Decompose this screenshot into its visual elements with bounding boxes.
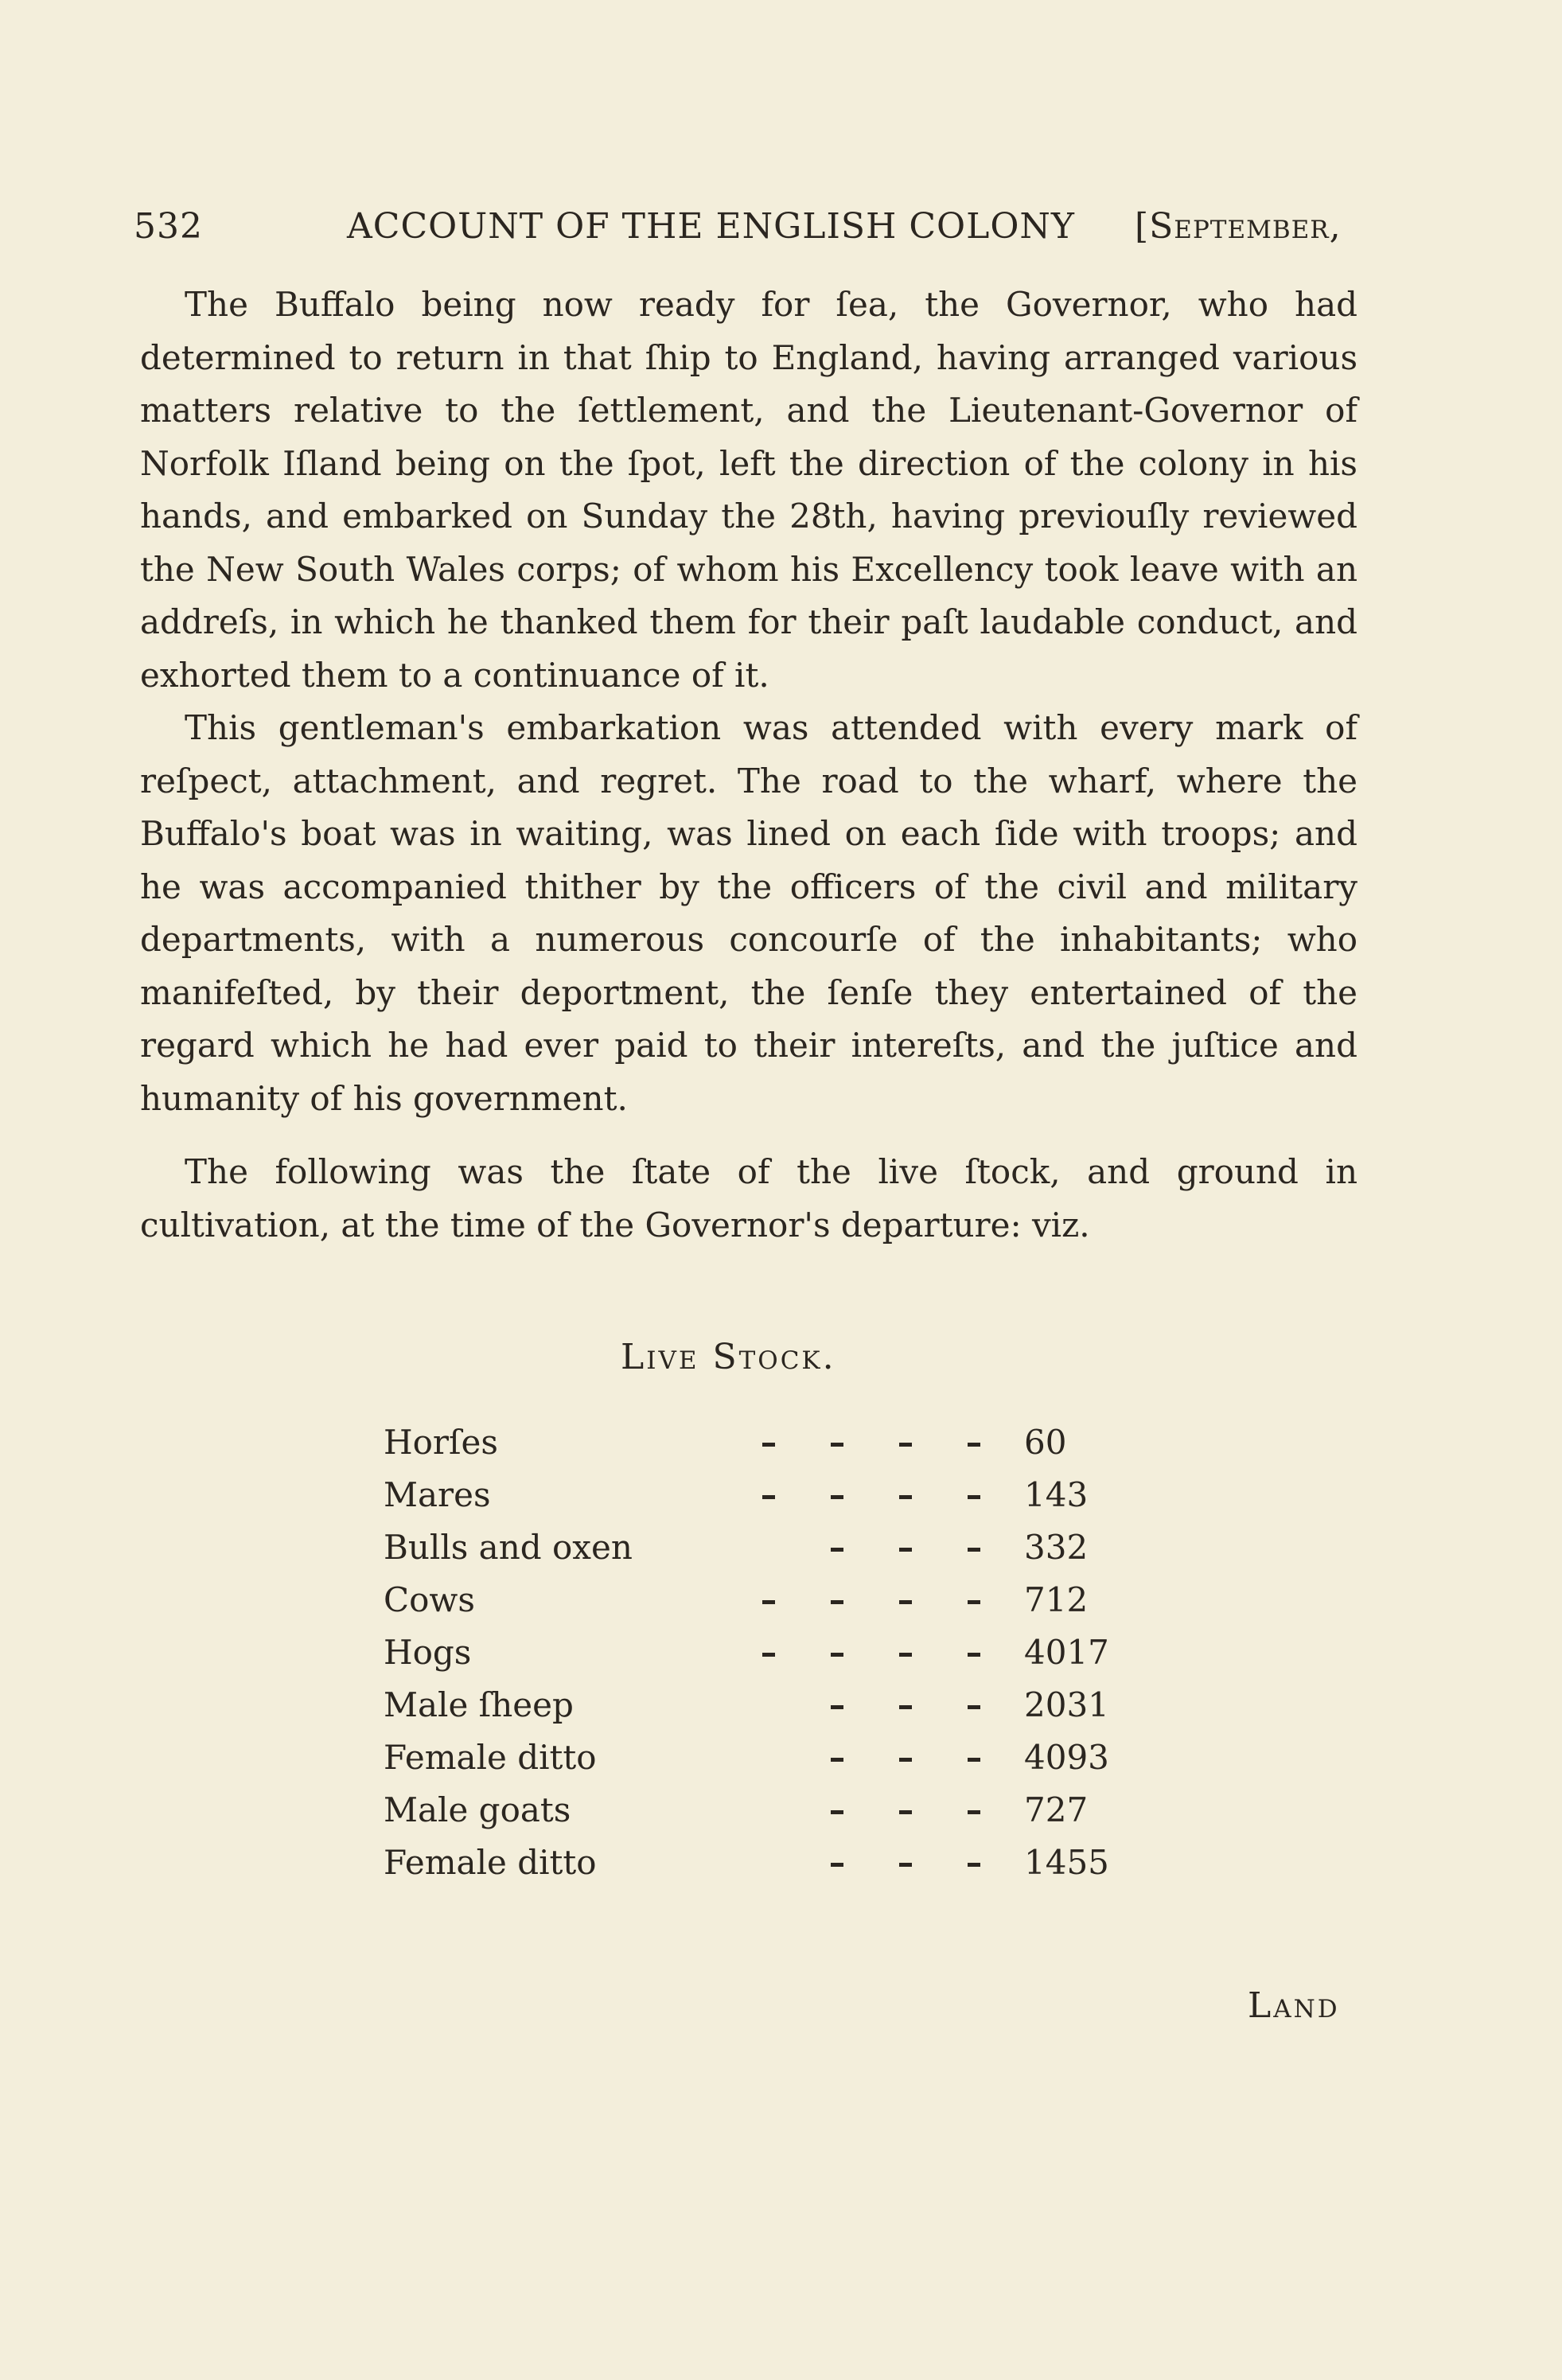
row-value: 727 [1024,1790,1089,1829]
dash-leader [575,1574,980,1604]
row-label: Horſes [384,1423,498,1462]
row-value: 143 [1024,1475,1089,1514]
table-row [384,1679,1179,1731]
table-row [384,1574,1179,1626]
dash-leader [575,1837,980,1867]
row-label: Female ditto [384,1843,597,1882]
live-stock-table [384,1416,1179,1889]
row-value: 2031 [1024,1685,1109,1724]
running-title: ACCOUNT OF THE ENGLISH COLONY [347,206,1075,247]
live-stock-title: Live Stock. [621,1337,836,1377]
table-row [384,1731,1179,1784]
row-value: 4093 [1024,1738,1109,1777]
dash-leader [575,1731,980,1762]
dash-leader [575,1784,980,1814]
body-text [140,279,1357,1252]
page-header [134,203,1359,251]
row-value: 712 [1024,1580,1089,1619]
paragraph-embarkation: This gentleman's embarkation was attended with every mark of reſpect, attachment, and regret. The road to the wharf, where the Buffalo's boat was in waiting, was lined on each ſide with troops; and he was accompanied thither by the officers of the civil and military departments, with a numerous concourſe of the inhabitants; who manifeſted, by their deportment, the ſenſe they entertained of the regard which he had ever paid to their intereſts, and the juſtice and humanity of his government. [140,708,1357,1118]
row-label: Mares [384,1475,491,1514]
dash-leader [575,1521,980,1552]
row-label: Male ſheep [384,1685,574,1724]
paragraph-departure: The Buffalo being now ready for ſea, the Governor, who had determined to return in that ſhip to England, having arranged various matters relative to the ſettlement, and the Lieutenant-Governor of Norfolk Iſland being on the ſpot, left the direction of the colony in his hands, and embarked on Sunday the 28th, having previouſly reviewed the New South Wales corps; of whom his Excellency took leave with an addreſs, in which he thanked them for their paſt laudable conduct, and exhorted them to a continuance of it. [140,285,1357,695]
row-label: Hogs [384,1633,472,1672]
paragraph-state-intro: The following was the ſtate of the live ſtock, and ground in cultivation, at the time of the Governor's departure: viz. [140,1152,1357,1245]
row-label: Cows [384,1580,475,1619]
running-month: [September, [1135,206,1342,247]
page-number: 532 [134,206,203,247]
row-label: Bulls and oxen [384,1528,633,1567]
dash-leader [575,1679,980,1709]
table-row [384,1521,1179,1574]
row-label: Male goats [384,1790,571,1829]
row-value: 4017 [1024,1633,1109,1672]
row-value: 332 [1024,1528,1089,1567]
row-value: 60 [1024,1423,1067,1462]
table-row [384,1469,1179,1521]
table-row [384,1626,1179,1679]
dash-leader [575,1469,980,1499]
table-row [384,1784,1179,1837]
row-value: 1455 [1024,1843,1109,1882]
row-label: Female ditto [384,1738,597,1777]
catchword: Land [1248,1985,1340,2026]
table-row [384,1837,1179,1889]
dash-leader [575,1416,980,1447]
table-row [384,1416,1179,1469]
dash-leader [575,1626,980,1657]
